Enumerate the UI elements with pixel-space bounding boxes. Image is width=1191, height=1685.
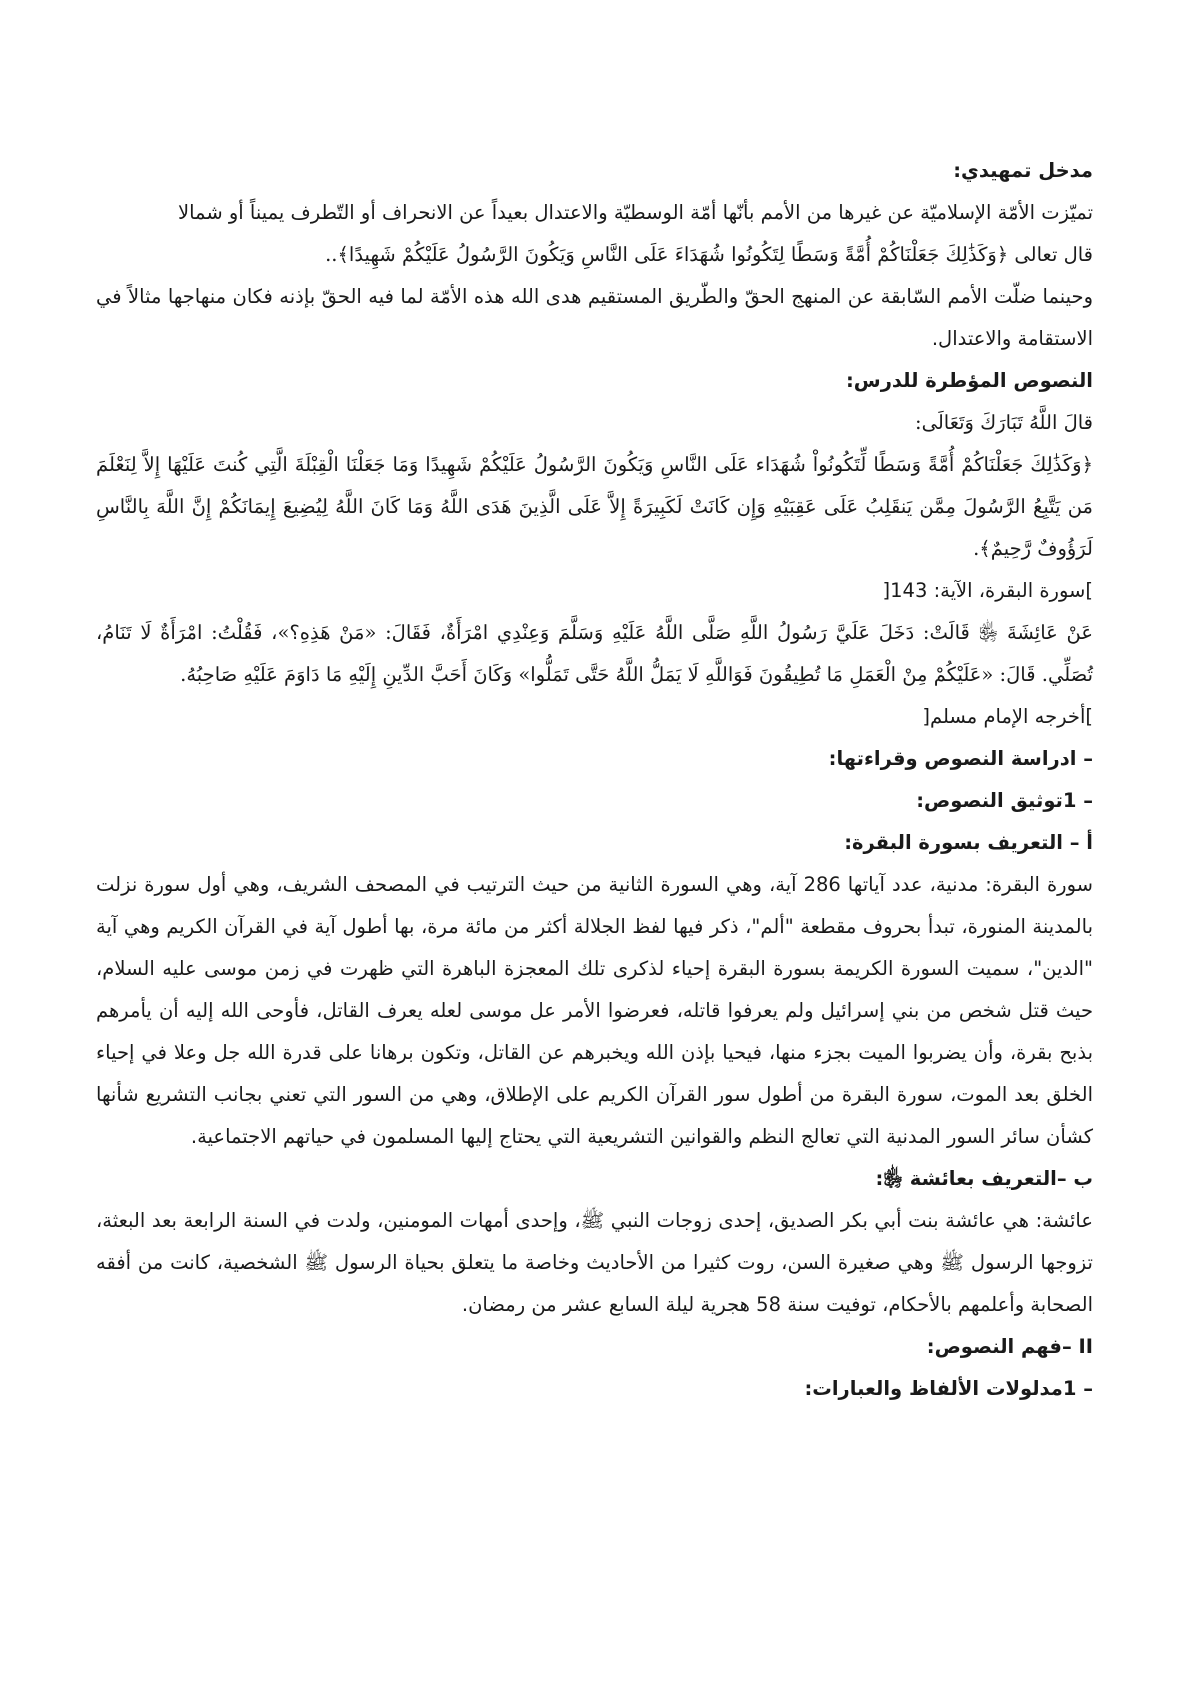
hadith-source: ]أخرجه الإمام مسلم[	[922, 705, 1093, 728]
aisha-heading: ب –التعريف بعائشة ﵂:	[875, 1167, 1093, 1190]
aisha-paragraph: عائشة: هي عائشة بنت أبي بكر الصديق، إحدى زوجات النبي ﷺ، وإحدى أمهات المومنين، ولدت في السنة الرابعة بعد البعثة، تزوجها الرسول ﷺ وهي صغيرة السن، روت كثيرا من الأحاديث وخاصة ما يتعلق بحياة الرسول ﷺ الشخصية، كانت من أفقه الصحابة وأعلمهم بالأحكام، توفيت سنة 58 هجرية ليلة السابع عشر من رمضان.	[96, 1209, 1093, 1316]
understanding-heading: II –فهم النصوص:	[926, 1335, 1093, 1358]
intro-heading: مدخل تمهيدي:	[953, 159, 1093, 182]
hadith-text: عَنْ عَائِشَةَ ﵂ قَالَتْ: دَخَلَ عَلَيَّ رَسُولُ اللَّهِ صَلَّى اللَّهُ عَلَيْهِ وَسَلَّمَ وَعِنْدِي امْرَأَةٌ، فَقَالَ: «مَنْ هَذِهِ؟»، فَقُلْتُ: امْرَأَةٌ لَا تَنَامُ، تُصَلِّي. قَالَ: «عَلَيْكُمْ مِنْ الْعَمَلِ مَا تُطِيقُونَ فَوَاللَّهِ لَا يَمَلُّ اللَّهُ حَتَّى تَمَلُّوا» وَكَانَ أَحَبَّ الدِّينِ إِلَيْهِ مَا دَاوَمَ عَلَيْهِ صَاحِبُهُ.	[96, 621, 1093, 686]
allah-said-line: قالَ اللَّهُ تَبَارَكَ وَتَعَالَى:	[915, 411, 1093, 434]
surah-heading: أ – التعريف بسورة البقرة:	[844, 831, 1093, 854]
intro-line-1: تميّزت الأمّة الإسلاميّة عن غيرها من الأمم بأنّها أمّة الوسطيّة والاعتدال بعيداً عن الانحراف أو التّطرف يميناً أو شمالا	[177, 201, 1093, 224]
texts-heading: النصوص المؤطرة للدرس:	[845, 369, 1093, 392]
verse-source: ]سورة البقرة، الآية: 143[	[882, 579, 1093, 602]
surah-paragraph: سورة البقرة: مدنية، عدد آياتها 286 آية، وهي السورة الثانية من حيث الترتيب في المصحف الشريف، وهي أول سورة نزلت بالمدينة المنورة، تبدأ بحروف مقطعة "ألم"، ذكر فيها لفظ الجلالة أكثر من مائة مرة، بها أطول آية في القرآن الكريم وهي آية "الدين"، سميت السورة الكريمة بسورة البقرة إحياء لذكرى تلك المعجزة الباهرة التي ظهرت في زمن موسى عليه السلام، حيث قتل شخص من بني إسرائيل ولم يعرفوا قاتله، فعرضوا الأمر عل موسى لعله يعرف القاتل، فأوحى الله إليه أن يأمرهم بذبح بقرة، وأن يضربوا الميت بجزء منها، فيحيا بإذن الله ويخبرهم عن القاتل، وتكون برهانا على قدرة الله جل وعلا في إحياء الخلق بعد الموت، سورة البقرة من أطول سور القرآن الكريم على الإطلاق، وهي من السور التي تعني بجانب التشريع شأنها كشأن سائر السور المدنية التي تعالج النظم والقوانين التشريعية التي يحتاج إليها المسلمون في حياتهم الاجتماعية.	[96, 873, 1093, 1148]
intro-paragraph-2: وحينما ضلّت الأمم السّابقة عن المنهج الحقّ والطّريق المستقيم هدى الله هذه الأمّة لما فيه الحقّ بإذنه فكان منهاجها مثالاً في الاستقامة والاعتدال.	[96, 285, 1093, 350]
quran-verse: ﴿وَكَذَٰلِكَ جَعَلْنَاكُمْ أُمَّةً وَسَطًا لِّتَكُونُواْ شُهَدَاء عَلَى النَّاسِ وَيَكُونَ الرَّسُولُ عَلَيْكُمْ شَهِيدًا وَمَا جَعَلْنَا الْقِبْلَةَ الَّتِي كُنتَ عَلَيْهَا إِلاَّ لِنَعْلَمَ مَن يَتَّبِعُ الرَّسُولَ مِمَّن يَنقَلِبُ عَلَى عَقِبَيْهِ وَإِن كَانَتْ لَكَبِيرَةً إِلاَّ عَلَى الَّذِينَ هَدَى اللَّهُ وَمَا كَانَ اللَّهُ لِيُضِيعَ إِيمَانَكُمْ إِنَّ اللَّهَ بِالنَّاسِ لَرَؤُوفٌ رَّحِيمٌ﴾.	[96, 453, 1093, 560]
intro-line-2: قال تعالى ﴿وَكَذَٰلِكَ جَعَلْنَاكُمْ أُمَّةً وَسَطًا لِتَكُونُوا شُهَدَاءَ عَلَى النَّاسِ وَيَكُونَ الرَّسُولُ عَلَيْكُمْ شَهِيدًا﴾..	[325, 243, 1093, 266]
documentation-heading: – 1توثيق النصوص:	[916, 789, 1093, 812]
study-heading: – ادراسة النصوص وقراءتها:	[828, 747, 1093, 770]
meanings-heading: – 1مدلولات الألفاظ والعبارات:	[804, 1377, 1093, 1400]
